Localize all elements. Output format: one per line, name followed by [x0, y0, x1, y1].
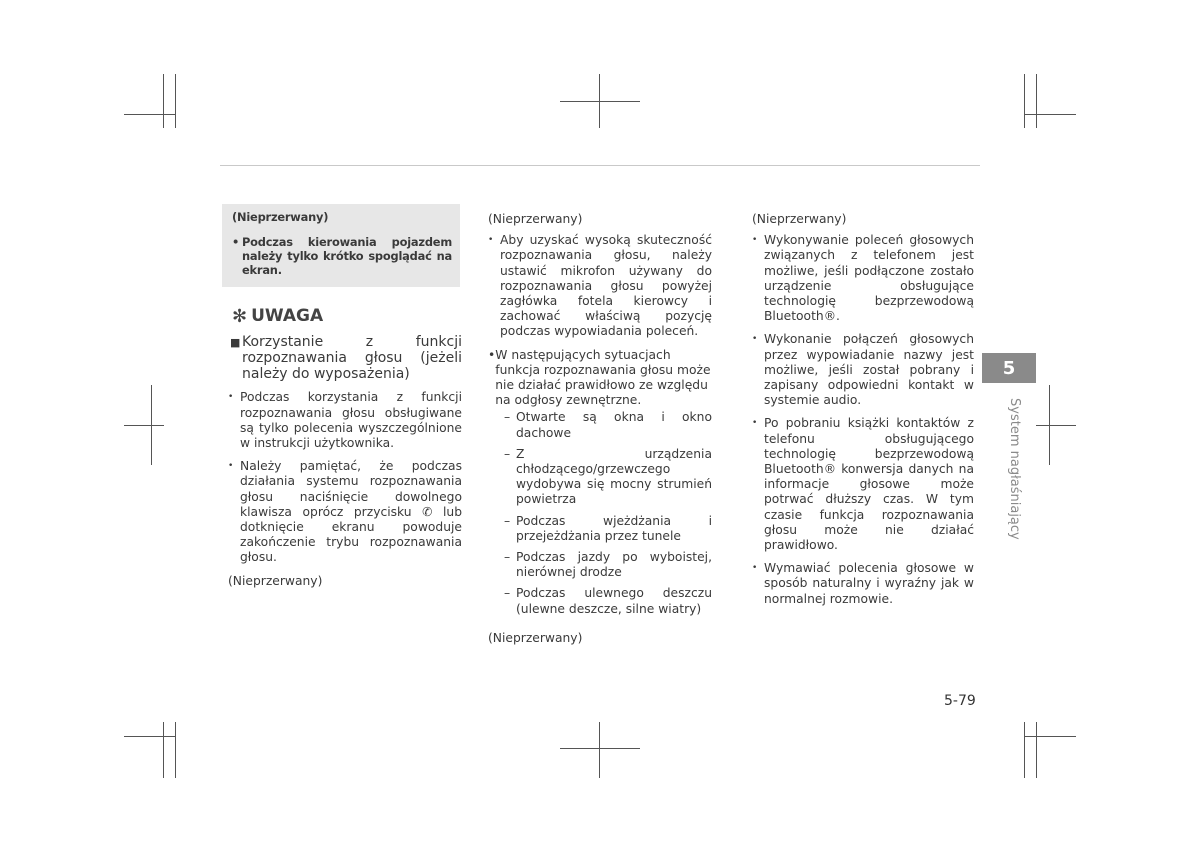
list-item: [228, 459, 462, 565]
continued-label: (Nieprzerwany): [488, 212, 583, 226]
bullet-dot: •: [488, 235, 494, 246]
list-item-text: Wykonanie połączeń głosowych przez wypowiadanie nazwy jest możliwe, jeśli został pobrany i zapisany odpowiedni kontakt w systemie audio.: [764, 332, 974, 408]
column-2: [488, 212, 712, 652]
warning-bullet: [232, 235, 452, 277]
page-number: 5-79: [944, 693, 976, 709]
dash-item-text: Podczas wjeżdżania i przejeżdżania przez tunele: [516, 513, 712, 543]
list-item-text: Należy pamiętać, że podczas działania systemu rozpoznawania głosu naciśnięcie dowolnego klawisza oprócz przycisku ✆ lub dotknięcie ekranu powoduje zakończenie trybu rozpoznawania głosu.: [240, 459, 462, 565]
list-item: [488, 348, 712, 623]
bullet-dot: •: [228, 461, 234, 472]
header-rule: [220, 165, 980, 166]
list-item: [488, 233, 712, 339]
list-item: [228, 390, 462, 451]
bullet-dot: •: [752, 563, 758, 574]
bullet-list: [752, 233, 974, 607]
note-subheading-text: Korzystanie z funkcji rozpoznawania głosu (jeżeli należy do wyposażenia): [242, 334, 462, 383]
column-1: [222, 204, 462, 595]
list-item-text: W następujących sytuacjach funkcja rozpoznawania głosu może nie działać prawidłowo ze względu na odgłosy zewnętrzne.: [495, 347, 711, 408]
note-subheading: [230, 334, 462, 382]
list-item: [752, 332, 974, 408]
bullet-dot: •: [488, 347, 496, 362]
dash-item: – Otwarte są okna i okno dachowe: [504, 410, 712, 440]
warning-title: (Nieprzerwany): [232, 210, 329, 224]
note-heading: [232, 306, 462, 328]
continued-label: (Nieprzerwany): [752, 212, 847, 226]
note-bullet-list: [228, 390, 462, 565]
bullet-dot: •: [752, 235, 758, 246]
chapter-label: System nagłaśniający: [1007, 398, 1022, 540]
dash-list: [504, 410, 712, 622]
list-item-text: Wymawiać polecenia głosowe w sposób naturalny i wyraźny jak w normalnej rozmowie.: [764, 561, 974, 606]
bullet-dot: •: [232, 235, 240, 250]
warning-box: [222, 204, 460, 287]
list-item-text: Aby uzyskać wysoką skuteczność rozpoznawania głosu, należy ustawić mikrofon używany do rozpoznawania głosu powyżej zagłówka fotela kierowcy i zachować właściwą pozycję podczas wypowiadania poleceń.: [500, 233, 712, 339]
list-item-text: Wykonywanie poleceń głosowych związanych z telefonem jest możliwe, jeśli podłączone zostało urządzenie obsługujące technologię bezprzewodową Bluetooth®.: [764, 233, 974, 324]
list-item: [752, 233, 974, 324]
bullet-dot: •: [752, 418, 758, 429]
bullet-dot: •: [752, 334, 758, 345]
column-3: [752, 212, 974, 615]
note-title: UWAGA: [251, 306, 324, 327]
warning-text: Podczas kierowania pojazdem należy tylko krótko spoglądać na ekran.: [242, 235, 452, 278]
continued-label: (Nieprzerwany): [228, 573, 323, 588]
dash-item-text: Z urządzenia chłodzącego/grzewczego wydobywa się mocny strumień powietrza: [516, 446, 712, 507]
list-item: [752, 416, 974, 553]
list-item-text: Podczas korzystania z funkcji rozpoznawania głosu obsługiwane są tylko polecenia wyszczególnione w instrukcji użytkownika.: [240, 390, 462, 451]
dash-item: – Z urządzenia chłodzącego/grzewczego wydobywa się mocny strumień powietrza: [504, 446, 712, 507]
dash-item-text: Podczas ulewnego deszczu (ulewne deszcze, silne wiatry): [516, 586, 712, 616]
dash-item-text: Podczas jazdy po wyboistej, nierównej drodze: [516, 550, 712, 580]
list-item: [752, 561, 974, 607]
dash-item-text: Otwarte są okna i okno dachowe: [516, 410, 712, 440]
note-asterisk-icon: ✻: [232, 306, 248, 328]
dash-item: – Podczas ulewnego deszczu (ulewne deszcze, silne wiatry): [504, 586, 712, 616]
continued-label: (Nieprzerwany): [488, 630, 583, 645]
dash-item: – Podczas jazdy po wyboistej, nierównej drodze: [504, 550, 712, 580]
dash-item: – Podczas wjeżdżania i przejeżdżania przez tunele: [504, 513, 712, 543]
bullet-list: [488, 233, 712, 623]
chapter-tab: 5: [982, 353, 1036, 383]
bullet-dot: •: [228, 392, 234, 403]
list-item-text: Po pobraniu książki kontaktów z telefonu obsługującego technologię bezprzewodową Bluetooth® konwersja danych na informacje głosowe może potrwać dłuższy czas. W tym czasie funkcja rozpoznawania głosu może nie działać prawidłowo.: [764, 416, 974, 553]
square-bullet-icon: ■: [230, 336, 241, 350]
